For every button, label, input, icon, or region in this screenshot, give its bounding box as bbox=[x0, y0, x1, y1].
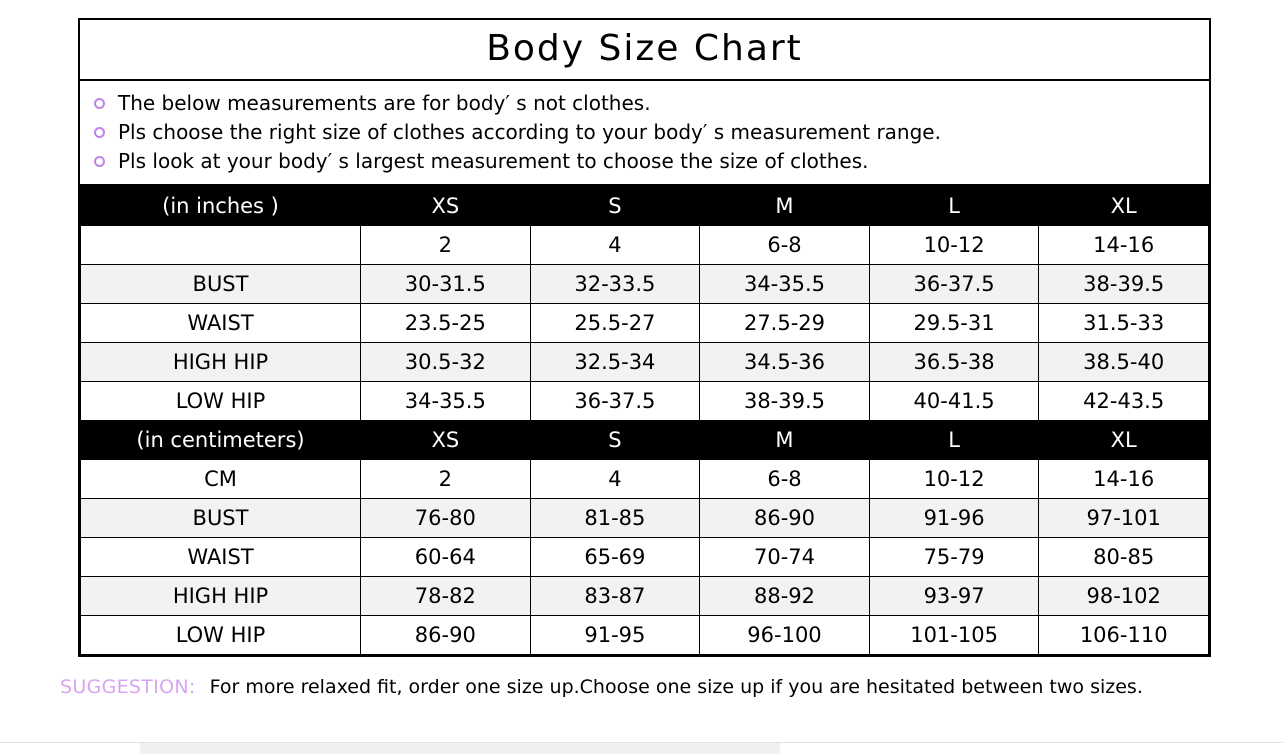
table-cell: 60-64 bbox=[361, 538, 531, 577]
row-label: HIGH HIP bbox=[81, 343, 361, 382]
table-cell: 25.5-27 bbox=[530, 304, 700, 343]
bottom-shade bbox=[140, 743, 780, 754]
table-header-cell: L bbox=[869, 421, 1039, 460]
note-item bbox=[94, 147, 1209, 176]
suggestion-label: SUGGESTION: bbox=[60, 676, 196, 698]
table-cell: 78-82 bbox=[361, 577, 531, 616]
suggestion-line bbox=[60, 676, 1260, 698]
table-cell: 30.5-32 bbox=[361, 343, 531, 382]
note-item bbox=[94, 89, 1209, 118]
table-header-cell: M bbox=[700, 421, 870, 460]
table-cell: 106-110 bbox=[1039, 616, 1209, 655]
table-cell: 10-12 bbox=[869, 460, 1039, 499]
table-cell: 93-97 bbox=[869, 577, 1039, 616]
table-header-cell: XS bbox=[361, 187, 531, 226]
row-label: WAIST bbox=[81, 538, 361, 577]
table-cell: 83-87 bbox=[530, 577, 700, 616]
table-cell: 86-90 bbox=[361, 616, 531, 655]
size-chart-container bbox=[78, 18, 1211, 657]
table-header-cell: (in centimeters) bbox=[81, 421, 361, 460]
note-text: Pls look at your body′ s largest measurement to choose the size of clothes. bbox=[118, 149, 869, 173]
table-cell: 31.5-33 bbox=[1039, 304, 1209, 343]
table-cell: 91-96 bbox=[869, 499, 1039, 538]
circle-bullet-icon bbox=[94, 98, 105, 109]
table-row bbox=[81, 265, 1209, 304]
table-cell: 80-85 bbox=[1039, 538, 1209, 577]
row-label: BUST bbox=[81, 499, 361, 538]
table-header-row-inches bbox=[81, 187, 1209, 226]
note-item bbox=[94, 118, 1209, 147]
table-header-row-centimeters bbox=[81, 421, 1209, 460]
table-cell: 6-8 bbox=[700, 226, 870, 265]
table-cell: 38-39.5 bbox=[1039, 265, 1209, 304]
table-cell: 32.5-34 bbox=[530, 343, 700, 382]
table-cell: 38.5-40 bbox=[1039, 343, 1209, 382]
table-header-cell: M bbox=[700, 187, 870, 226]
table-cell: 29.5-31 bbox=[869, 304, 1039, 343]
table-cell: 34-35.5 bbox=[361, 382, 531, 421]
table-cell: 38-39.5 bbox=[700, 382, 870, 421]
table-cell: 40-41.5 bbox=[869, 382, 1039, 421]
row-label: LOW HIP bbox=[81, 616, 361, 655]
table-cell: 32-33.5 bbox=[530, 265, 700, 304]
table-cell: 36-37.5 bbox=[530, 382, 700, 421]
table-header-cell: S bbox=[530, 421, 700, 460]
table-cell: 2 bbox=[361, 226, 531, 265]
note-text: The below measurements are for body′ s not clothes. bbox=[118, 91, 651, 115]
table-cell: 14-16 bbox=[1039, 460, 1209, 499]
circle-bullet-icon bbox=[94, 156, 105, 167]
table-cell: 34-35.5 bbox=[700, 265, 870, 304]
table-cell: 88-92 bbox=[700, 577, 870, 616]
table-cell: 86-90 bbox=[700, 499, 870, 538]
table-row bbox=[81, 538, 1209, 577]
table-cell: 98-102 bbox=[1039, 577, 1209, 616]
bottom-edge-strip bbox=[0, 742, 1283, 754]
table-cell: 97-101 bbox=[1039, 499, 1209, 538]
table-row bbox=[81, 343, 1209, 382]
table-cell: 36.5-38 bbox=[869, 343, 1039, 382]
row-label: LOW HIP bbox=[81, 382, 361, 421]
table-row bbox=[81, 304, 1209, 343]
table-cell: 76-80 bbox=[361, 499, 531, 538]
table-cell: 14-16 bbox=[1039, 226, 1209, 265]
table-cell: 10-12 bbox=[869, 226, 1039, 265]
row-label: CM bbox=[81, 460, 361, 499]
table-row bbox=[81, 382, 1209, 421]
table-cell: 96-100 bbox=[700, 616, 870, 655]
table-cell: 34.5-36 bbox=[700, 343, 870, 382]
table-cell: 91-95 bbox=[530, 616, 700, 655]
table-row bbox=[81, 577, 1209, 616]
table-cell: 6-8 bbox=[700, 460, 870, 499]
page-title: Body Size Chart bbox=[80, 20, 1209, 81]
row-label: BUST bbox=[81, 265, 361, 304]
table-header-cell: XS bbox=[361, 421, 531, 460]
row-label: WAIST bbox=[81, 304, 361, 343]
table-cell: 30-31.5 bbox=[361, 265, 531, 304]
table-cell: 81-85 bbox=[530, 499, 700, 538]
table-cell: 101-105 bbox=[869, 616, 1039, 655]
table-cell: 4 bbox=[530, 460, 700, 499]
table-cell: 36-37.5 bbox=[869, 265, 1039, 304]
table-row bbox=[81, 226, 1209, 265]
table-cell: 23.5-25 bbox=[361, 304, 531, 343]
suggestion-text: For more relaxed fit, order one size up.Choose one size up if you are hesitated between two sizes. bbox=[209, 676, 1143, 698]
table-header-cell: XL bbox=[1039, 421, 1209, 460]
circle-bullet-icon bbox=[94, 127, 105, 138]
table-header-cell: (in inches ) bbox=[81, 187, 361, 226]
table-cell: 42-43.5 bbox=[1039, 382, 1209, 421]
measurements-table bbox=[80, 186, 1209, 655]
table-header-cell: L bbox=[869, 187, 1039, 226]
table-row bbox=[81, 460, 1209, 499]
table-header-cell: S bbox=[530, 187, 700, 226]
table-row bbox=[81, 499, 1209, 538]
row-label bbox=[81, 226, 361, 265]
notes-list bbox=[80, 81, 1209, 186]
table-row bbox=[81, 616, 1209, 655]
table-cell: 70-74 bbox=[700, 538, 870, 577]
table-cell: 4 bbox=[530, 226, 700, 265]
note-text: Pls choose the right size of clothes according to your body′ s measurement range. bbox=[118, 120, 941, 144]
table-cell: 65-69 bbox=[530, 538, 700, 577]
row-label: HIGH HIP bbox=[81, 577, 361, 616]
table-cell: 2 bbox=[361, 460, 531, 499]
table-cell: 75-79 bbox=[869, 538, 1039, 577]
table-header-cell: XL bbox=[1039, 187, 1209, 226]
table-cell: 27.5-29 bbox=[700, 304, 870, 343]
